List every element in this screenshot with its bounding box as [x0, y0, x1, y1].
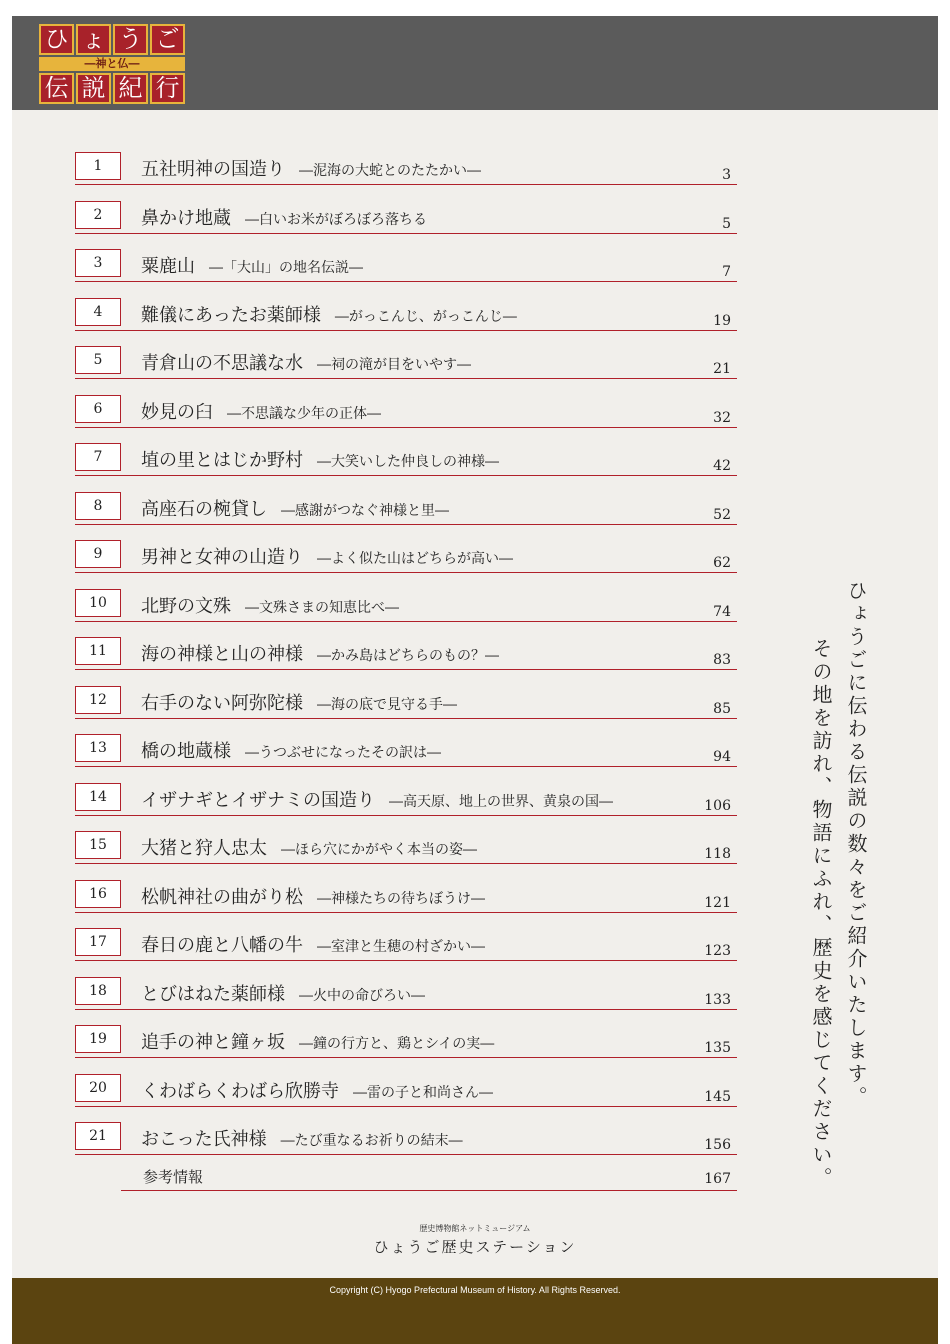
toc-item[interactable]	[75, 686, 737, 719]
logo-char: 説	[76, 73, 111, 104]
toc-page-number: 121	[704, 894, 731, 911]
toc-page-number: 133	[704, 991, 731, 1008]
toc-title	[141, 931, 485, 957]
toc-title-main: 大猪と狩人忠太	[141, 838, 267, 859]
toc-subtitle: ―ほら穴にかがやく本当の姿―	[281, 842, 477, 858]
toc-item[interactable]	[75, 540, 737, 573]
toc-subtitle: ―うつぶせになったその訳は―	[245, 745, 441, 761]
toc-item[interactable]	[75, 783, 737, 816]
toc-title-main: 右手のない阿弥陀様	[141, 692, 303, 714]
toc-number: 9	[75, 540, 121, 568]
toc-title	[141, 883, 485, 909]
toc-title-main: イザナギとイザナミの国造り	[141, 789, 375, 811]
toc-subtitle: ―白いお米がぼろぼろ落ちる	[245, 211, 427, 228]
toc-subtitle: ―神様たちの待ちぼうけ―	[317, 890, 485, 907]
toc-title-main: 妙見の臼	[141, 401, 213, 423]
intro-text-line2: その地を訪れ、物語にふれ、歴史を感じてください。	[809, 638, 833, 1190]
station-name[interactable]: ひょうご歴史ステーション	[373, 1238, 577, 1256]
toc-subtitle: ―不思議な少年の正体―	[227, 405, 381, 422]
toc-title	[141, 1077, 493, 1103]
toc-number: 6	[75, 395, 121, 423]
toc-page-number: 135	[704, 1040, 731, 1056]
toc-title	[141, 1028, 494, 1054]
toc-title-main: 海の神様と山の神様	[141, 644, 303, 665]
toc-title	[141, 834, 477, 860]
toc-subtitle: ―かみ島はどちらのもの？―	[317, 648, 499, 664]
toc-subtitle: ―泥海の大蛇とのたたかい―	[299, 163, 481, 179]
toc-number: 20	[75, 1074, 121, 1102]
toc-subtitle: ―文殊さまの知恵比べ―	[245, 599, 399, 616]
toc-title	[141, 252, 363, 278]
toc-title-main: 鼻かけ地蔵	[141, 207, 231, 229]
toc-page-number: 106	[704, 797, 731, 814]
toc-title	[141, 1125, 463, 1151]
toc-page-number: 74	[713, 603, 731, 620]
toc-title-main: 男神と女神の山造り	[141, 547, 303, 568]
toc-page-number: 3	[722, 167, 731, 183]
toc-item[interactable]	[75, 589, 737, 622]
toc-subtitle: ―室津と生穂の村ざかい―	[317, 939, 485, 955]
toc-title-main: 春日の鹿と八幡の牛	[141, 935, 303, 956]
toc-number: 11	[75, 637, 121, 665]
toc-page-number: 94	[713, 749, 731, 765]
toc-title	[141, 737, 441, 763]
toc-title-main: おこった氏神様	[141, 1129, 267, 1150]
toc-title	[141, 689, 457, 715]
toc-subtitle: ―がっこんじ、がっこんじ―	[334, 308, 517, 325]
toc-page-number: 118	[704, 846, 731, 862]
toc-number: 13	[75, 734, 121, 762]
toc-item[interactable]	[75, 734, 737, 767]
toc-title	[141, 640, 499, 666]
toc-item[interactable]	[75, 395, 737, 428]
toc-number: 10	[75, 589, 121, 617]
toc-item[interactable]	[75, 492, 737, 525]
toc-title-main: くわばらくわばら欣勝寺	[141, 1080, 339, 1102]
toc-page-number: 19	[713, 312, 731, 329]
toc-number: 4	[75, 298, 121, 326]
toc-title-main: 難儀にあったお薬師様	[141, 304, 321, 326]
toc-subtitle: ―鐘の行方と、鶏とシイの実―	[299, 1036, 495, 1052]
toc-page-number: 85	[713, 700, 731, 717]
toc-page-number: 145	[704, 1088, 731, 1105]
toc-item[interactable]	[75, 637, 737, 670]
toc-title-main: 松帆神社の曲がり松	[141, 886, 303, 908]
toc-item[interactable]	[75, 201, 737, 234]
toc-title-main: 粟鹿山	[141, 256, 195, 277]
toc-page-number: 21	[713, 361, 731, 377]
logo-bottom-row	[39, 73, 193, 104]
toc-item[interactable]	[75, 880, 737, 913]
toc-title-main: 追手の神と鐘ヶ坂	[141, 1032, 285, 1053]
toc-page-number: 7	[722, 264, 731, 280]
logo-char: ょ	[76, 24, 111, 55]
toc-subtitle: ―「大山」の地名伝説―	[209, 260, 363, 276]
toc-reference-item[interactable]	[121, 1166, 737, 1191]
logo-top-row	[39, 24, 193, 55]
toc-item[interactable]	[75, 1025, 737, 1058]
toc-title-main: 青倉山の不思議な水	[141, 353, 303, 374]
logo-subtitle: ―神と仏―	[39, 57, 185, 71]
toc-title	[141, 398, 381, 424]
toc-page-number: 32	[713, 409, 731, 426]
toc-number: 5	[75, 346, 121, 374]
toc-number: 14	[75, 783, 121, 811]
logo-char: 行	[150, 73, 185, 104]
toc-number: 19	[75, 1025, 121, 1053]
toc-title	[141, 980, 425, 1006]
toc-item[interactable]	[75, 1074, 737, 1107]
toc-page-number: 83	[713, 652, 731, 668]
toc-page-number: 52	[713, 506, 731, 523]
toc-title	[141, 495, 449, 521]
toc-title	[141, 786, 613, 812]
logo-char: ご	[150, 24, 185, 55]
toc-subtitle: ―たび重なるお祈りの結末―	[280, 1133, 463, 1149]
toc-number: 21	[75, 1122, 121, 1150]
toc-subtitle: ―よく似た山はどちらが高い―	[317, 551, 513, 567]
toc-item[interactable]	[75, 443, 737, 476]
toc-page-number: 123	[704, 943, 731, 959]
toc-number: 8	[75, 492, 121, 520]
toc-item[interactable]	[75, 1122, 737, 1155]
logo-char: う	[113, 24, 148, 55]
toc-subtitle: ―祠の滝が目をいやす―	[317, 357, 471, 373]
toc-item[interactable]	[75, 152, 737, 185]
footer-bar	[12, 1278, 938, 1344]
copyright-text: Copyright (C) Hyogo Prefectural Museum of History. All Rights Reserved.	[329, 1285, 621, 1295]
reference-page: 167	[704, 1171, 731, 1187]
toc-number: 7	[75, 443, 121, 471]
toc-title	[141, 155, 481, 181]
header-bar	[12, 16, 938, 110]
toc-title	[141, 543, 513, 569]
toc-item[interactable]	[75, 977, 737, 1010]
toc-title-main: 埴の里とはじか野村	[141, 450, 303, 471]
content-area	[12, 110, 938, 1278]
toc-item[interactable]	[75, 298, 737, 331]
toc-title	[141, 301, 517, 327]
station-caption: 歴史博物館ネットミュージアム	[419, 1224, 531, 1233]
toc-title	[141, 204, 427, 230]
toc-title	[141, 592, 399, 618]
logo-char: ひ	[39, 24, 74, 55]
site-logo[interactable]	[39, 24, 193, 108]
toc-page-number: 5	[722, 215, 731, 232]
logo-char: 紀	[113, 73, 148, 104]
toc-number: 18	[75, 977, 121, 1005]
toc-item[interactable]	[75, 928, 737, 961]
toc-subtitle: ―海の底で見守る手―	[317, 696, 457, 713]
toc-item[interactable]	[75, 249, 737, 282]
toc-title-main: 北野の文殊	[141, 595, 231, 617]
toc-subtitle: ―高天原、地上の世界、黄泉の国―	[389, 793, 613, 810]
toc-title-main: とびはねた薬師様	[141, 983, 285, 1005]
toc-item[interactable]	[75, 831, 737, 864]
toc-number: 17	[75, 928, 121, 956]
toc-number: 3	[75, 249, 121, 277]
toc-number: 12	[75, 686, 121, 714]
toc-subtitle: ―火中の命びろい―	[299, 987, 425, 1004]
toc-title-main: 橋の地蔵様	[141, 741, 231, 762]
toc-page-number: 156	[704, 1137, 731, 1153]
toc-item[interactable]	[75, 346, 737, 379]
toc-title-main: 五社明神の国造り	[141, 159, 285, 180]
toc-title-main: 高座石の椀貸し	[141, 498, 267, 520]
reference-title: 参考情報	[143, 1168, 204, 1186]
toc-page-number: 62	[713, 555, 731, 571]
toc-title	[141, 446, 499, 472]
toc-subtitle: ―雷の子と和尚さん―	[353, 1084, 493, 1101]
toc-subtitle: ―大笑いした仲良しの神様―	[317, 454, 499, 470]
toc-number: 15	[75, 831, 121, 859]
toc-number: 16	[75, 880, 121, 908]
toc-page-number: 42	[713, 458, 731, 474]
logo-char: 伝	[39, 73, 74, 104]
intro-text-line1: ひょうごに伝わる伝説の数々をご紹介いたします。	[844, 580, 868, 1109]
toc-subtitle: ―感謝がつなぐ神様と里―	[281, 502, 449, 519]
toc-number: 2	[75, 201, 121, 229]
toc-title	[141, 349, 471, 375]
toc-number: 1	[75, 152, 121, 180]
